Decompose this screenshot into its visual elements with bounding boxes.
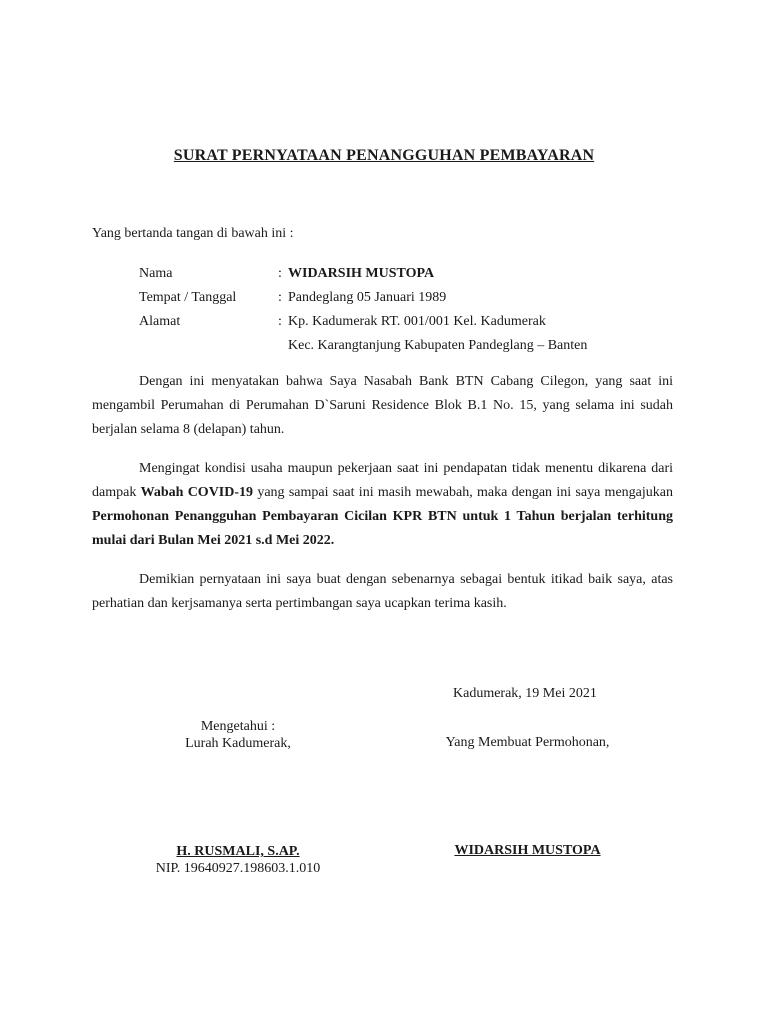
intro-text: Yang bertanda tangan di bawah ini : xyxy=(92,226,294,241)
address-row-continued xyxy=(139,334,587,358)
birth-row xyxy=(139,286,587,310)
address-label: Alamat xyxy=(139,314,181,329)
request-text-1: Mengingat kondisi usaha maupun pekerjaan saat ini pendapatan tidak menentu dikarena dari dampak xyxy=(92,461,673,500)
address-line-2: Kec. Karangtanjung Kabupaten Pandeglang – Banten xyxy=(288,338,588,353)
address-colon: : xyxy=(278,314,282,329)
birth-value: Pandeglang 05 Januari 1989 xyxy=(288,290,447,305)
paragraph-request xyxy=(92,457,673,553)
lurah-name: H. RUSMALI, S.AP. xyxy=(176,844,300,859)
name-label: Nama xyxy=(139,266,173,281)
covid-highlight: Wabah COVID-19 xyxy=(140,485,254,500)
name-row xyxy=(139,262,587,286)
left-signature-header xyxy=(138,718,338,752)
applicant-name: WIDARSIH MUSTOPA xyxy=(454,843,601,858)
paragraph-closing: Demikian pernyataan ini saya buat dengan sebenarnya sebagai bentuk itikad baik saya, atas perhatian dan kerjsamanya serta pertimbangan saya ucapkan terima kasih. xyxy=(92,572,673,611)
document-title: SURAT PERNYATAAN PENANGGUHAN PEMBAYARAN xyxy=(173,147,595,164)
name-colon: : xyxy=(278,266,282,281)
identity-block xyxy=(139,262,587,358)
birth-label: Tempat / Tanggal xyxy=(139,290,237,305)
acknowledged-label: Mengetahui : xyxy=(200,719,276,734)
name-value: WIDARSIH MUSTOPA xyxy=(288,266,435,281)
place-date: Kadumerak, 19 Mei 2021 xyxy=(453,686,597,701)
address-row xyxy=(139,310,587,334)
birth-colon: : xyxy=(278,290,282,305)
paragraph-statement: Dengan ini menyatakan bahwa Saya Nasabah Bank BTN Cabang Cilegon, yang saat ini mengambil Perumahan di Perumahan D`Saruni Residence Blok B.1 No. 15, yang selama ini sudah berjalan selama 8 (delapan) tahun. xyxy=(92,374,673,437)
lurah-nip: NIP. 19640927.198603.1.010 xyxy=(155,861,321,876)
lurah-title: Lurah Kadumerak, xyxy=(185,736,291,751)
address-line-1: Kp. Kadumerak RT. 001/001 Kel. Kadumerak xyxy=(288,314,546,329)
applicant-title: Yang Membuat Permohonan, xyxy=(445,735,610,750)
request-highlight: Permohonan Penangguhan Pembayaran Cicilan KPR BTN untuk 1 Tahun berjalan terhitung mulai dari Bulan Mei 2021 s.d Mei 2022. xyxy=(92,509,673,548)
request-text-2: yang sampai saat ini masih mewabah, maka dengan ini saya mengajukan xyxy=(253,485,673,500)
left-signatory xyxy=(138,843,338,877)
